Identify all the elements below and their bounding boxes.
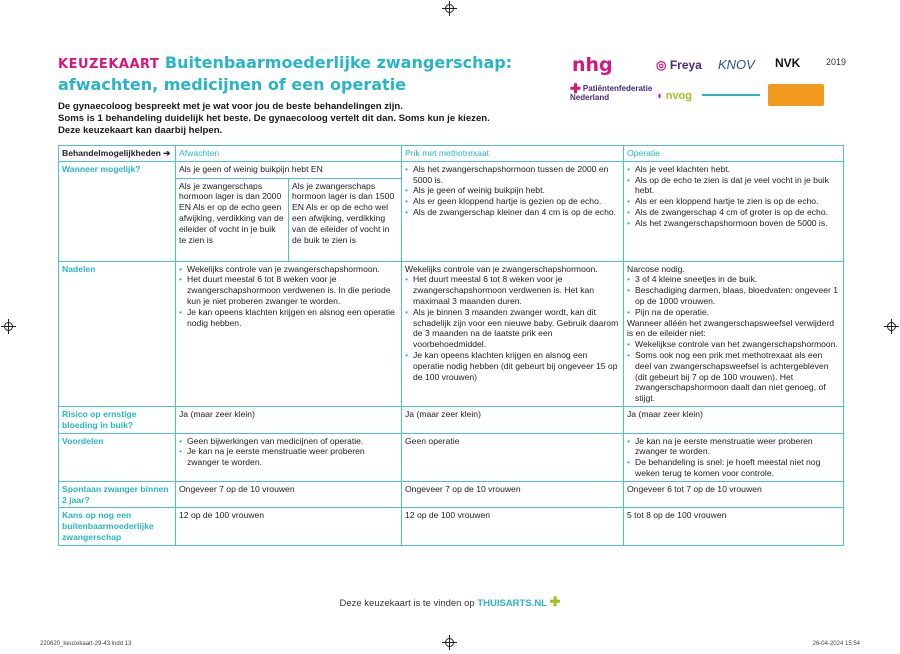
- table-header-row: [59, 146, 844, 162]
- table-row: [59, 508, 844, 546]
- cell-operatie: [624, 433, 844, 481]
- registration-mark-bottom: [445, 638, 454, 647]
- cell-methotrexaat: Geen operatie: [402, 433, 624, 481]
- year-label: 2019: [826, 57, 847, 67]
- list-item: • Geen bijwerkingen van medicijnen of operatie.: [179, 436, 398, 447]
- cell-methotrexaat: [402, 161, 624, 261]
- intro-text: [58, 101, 558, 137]
- header-afwachten: Afwachten: [176, 146, 402, 162]
- cell-afwachten: [176, 433, 402, 481]
- list-item: • Pijn na de operatie.: [627, 307, 840, 318]
- sub-cell-right: Als je zwangerschaps hormoon lager is dan 1500 EN Als er op de echo wel een afwijking, verdikking van de eileider of vocht in de buik te zien is: [288, 179, 401, 261]
- title-kicker: KEUZEKAART: [58, 57, 160, 72]
- intro-line: De gynaecoloog bespreekt met je wat voor jou de beste behandelingen zijn.: [58, 101, 403, 112]
- cell-operatie: [624, 161, 844, 261]
- table-row: [59, 161, 844, 261]
- header-methotrexaat: Prik met methotrexaat: [402, 146, 624, 162]
- intro-line: Soms is 1 behandeling duidelijk het beste. De gynaecoloog vertelt dit dan. Soms kun je kiezen.: [58, 113, 490, 124]
- list-item: • De behandeling is snel: je hoeft meestal niet nog weken terug te komen voor controle.: [627, 457, 840, 479]
- registration-mark-right: [887, 322, 896, 331]
- patientenfederatie-logo: ✚ Patiëntenfederatie Nederland: [570, 81, 653, 102]
- decision-table: [58, 145, 844, 546]
- list-item: • Als je veel klachten hebt.: [627, 164, 840, 175]
- partner-logos: [568, 54, 848, 110]
- footer-text: Deze keuzekaart is te vinden op: [339, 598, 475, 609]
- list-item: • Je kan na je eerste menstruatie weer proberen zwanger te worden.: [179, 446, 398, 468]
- header-operatie: Operatie: [624, 146, 844, 162]
- cell-methotrexaat: Ja (maar zeer klein): [402, 406, 624, 433]
- list-item: • Als op de echo te zien is dat je veel vocht in je buik hebt.: [627, 175, 840, 197]
- cell-operatie: Ja (maar zeer klein): [624, 406, 844, 433]
- list-item: • Als je geen of weinig buikpijn hebt.: [405, 185, 620, 196]
- registration-mark-left: [4, 322, 13, 331]
- cell-afwachten: [176, 261, 402, 406]
- plus-icon: ✚: [549, 594, 561, 609]
- list-item: • Wekelijkse controle van het zwangerschapshormoon.: [627, 339, 840, 350]
- cell-operatie: Narcose nodig. • 3 of 4 kleine sneetjes in de buik. • Beschadiging darmen, blaas, bloedvaten: ongeveer 1 op de 1000 vrouwen. • Pijn na de operatie. Wanneer alléén het zwangerschapsweefsel verwijderd is en de eileider niet: • Wekelijkse controle van het zwangerschapshormoon. • Soms ook nog een prik met methotrexaat als een deel van zwangerschapsweefsel is achtergebleven (dit gebeurt bij 7 op de 100 vrouwen). Het zwangerschapshormoon daalt dan niet genoeg, of stijgt.: [624, 261, 844, 406]
- cell-operatie: Ongeveer 6 tot 7 op de 10 vrouwen: [624, 481, 844, 508]
- list-item: • Je kan opeens klachten krijgen en alsnog een operatie nodig hebben (dit gebeurt bij ongeveer 15 op de 100 vrouwen): [405, 350, 620, 382]
- kids-logo: [768, 84, 824, 106]
- header-treatments: Behandelmogelijkheden ➔: [59, 146, 176, 162]
- list-item: • Het duurt meestal 6 tot 8 weken voor je zwangerschapshormoon verdwenen is. Het kan maximaal 3 maanden duren.: [405, 274, 620, 306]
- cell-methotrexaat: Wekelijks controle van je zwangerschapshormoon. • Het duurt meestal 6 tot 8 weken voor je zwangerschapshormoon verdwenen is. Het kan maximaal 3 maanden duren. • Als je binnen 3 maanden zwanger wordt, kan dit schadelijk zijn voor een nieuwe baby. Gebruik daarom de 3 maanden na de laatste prik een voorbehoedmiddel. • Je kan opeens klachten krijgen en alsnog een operatie nodig hebben (dit gebeurt bij ongeveer 15 op de 100 vrouwen): [402, 261, 624, 406]
- nvog-logo: ◖ nvog: [656, 90, 692, 102]
- cell-afwachten: Ja (maar zeer klein): [176, 406, 402, 433]
- nvk-logo: NVK: [775, 56, 801, 70]
- cell-methotrexaat: 12 op de 100 vrouwen: [402, 508, 624, 546]
- row-label: Risico op ernstige bloeding in buik?: [59, 406, 176, 433]
- row-label: Voordelen: [59, 433, 176, 481]
- registration-mark-top: [445, 4, 454, 13]
- page-title: [58, 53, 558, 95]
- list-item: • Als het zwangerschapshormoon boven de 5000 is.: [627, 218, 840, 229]
- footer: [0, 594, 900, 610]
- list-item: • Het duurt meestal 6 tot 8 weken voor je zwangerschapshormoon verdwenen is. In die periode kun je niet proberen zwanger te worden.: [179, 274, 398, 306]
- sub-cells: [176, 178, 401, 261]
- cell-afwachten: Als je geen of weinig buikpijn hebt EN Als je zwangerschaps hormoon lager is dan 2000 EN Als er op de echo geen afwijking, verdikking van de eileider of vocht in je buik te zien is Als je zwangerschaps hormoon lager is dan 1500 EN Als er op de echo wel een afwijking, verdikking van de eileider of vocht in de buik te zien is: [176, 161, 402, 261]
- nhg-logo: nhg: [572, 54, 613, 76]
- knov-logo: KNOV: [718, 57, 755, 72]
- print-slug-left: 220620_keuzekaart-29-43.indd 13: [40, 641, 132, 647]
- list-item: • Als de zwangerschap kleiner dan 4 cm is op de echo.: [405, 207, 620, 218]
- cell-operatie: 5 tot 8 op de 100 vrouwen: [624, 508, 844, 546]
- sub-cell-left: Als je zwangerschaps hormoon lager is dan 2000 EN Als er op de echo geen afwijking, verdikking van de eileider of vocht in je buik te zien is: [179, 180, 284, 245]
- list-item: • Als de zwangerschap 4 cm of groter is op de echo.: [627, 207, 840, 218]
- thuisarts-link[interactable]: THUISARTS.NL: [477, 598, 547, 609]
- row-label: Spontaan zwanger binnen 2 jaar?: [59, 481, 176, 508]
- title-line-2: afwachten, medicijnen of een operatie: [58, 75, 407, 94]
- cell-afwachten: Ongeveer 7 op de 10 vrouwen: [176, 481, 402, 508]
- list-item: • Als er een kloppend hartje te zien is op de echo.: [627, 196, 840, 207]
- row-label: Kans op nog een buitenbaarmoederlijke zwangerschap: [59, 508, 176, 546]
- list-item: • Als het zwangerschapshormoon tussen de 2000 en 5000 is.: [405, 164, 620, 186]
- list-item: • Wekelijks controle van je zwangerschapshormoon.: [179, 264, 398, 275]
- list-item: • Je kan opeens klachten krijgen en alsnog een operatie nodig hebben.: [179, 307, 398, 329]
- list-item: • Als je binnen 3 maanden zwanger wordt, kan dit schadelijk zijn voor een nieuwe baby. Gebruik daarom de 3 maanden na de laatste prik een voorbehoedmiddel.: [405, 307, 620, 350]
- list-item: • Je kan na je eerste menstruatie weer proberen zwanger te worden.: [627, 436, 840, 458]
- row-label: Wanneer mogelijk?: [59, 161, 176, 261]
- nvog-tagline-bar: [702, 94, 760, 96]
- table-row: [59, 433, 844, 481]
- title-line-1: Buitenbaarmoederlijke zwangerschap:: [164, 53, 513, 72]
- list-item: • 3 of 4 kleine sneetjes in de buik.: [627, 274, 840, 285]
- intro-line: Deze keuzekaart kan daarbij helpen.: [58, 125, 223, 136]
- table-row: [59, 261, 844, 406]
- table-row: [59, 406, 844, 433]
- freya-logo: ◎ Freya: [656, 58, 702, 72]
- table-row: [59, 481, 844, 508]
- list-item: • Soms ook nog een prik met methotrexaat als een deel van zwangerschapsweefsel is achtergebleven (dit gebeurt bij 7 op de 100 vrouwen). Het zwangerschapshormoon daalt dan niet genoeg, of stijgt.: [627, 350, 840, 404]
- list-item: • Beschadiging darmen, blaas, bloedvaten: ongeveer 1 op de 1000 vrouwen.: [627, 285, 840, 307]
- list-item: • Als er geen kloppend hartje is gezien op de echo.: [405, 196, 620, 207]
- print-slug-right: 26-04-2024 15:54: [812, 641, 860, 647]
- row-label: Nadelen: [59, 261, 176, 406]
- cell-methotrexaat: Ongeveer 7 op de 10 vrouwen: [402, 481, 624, 508]
- cell-afwachten: 12 op de 100 vrouwen: [176, 508, 402, 546]
